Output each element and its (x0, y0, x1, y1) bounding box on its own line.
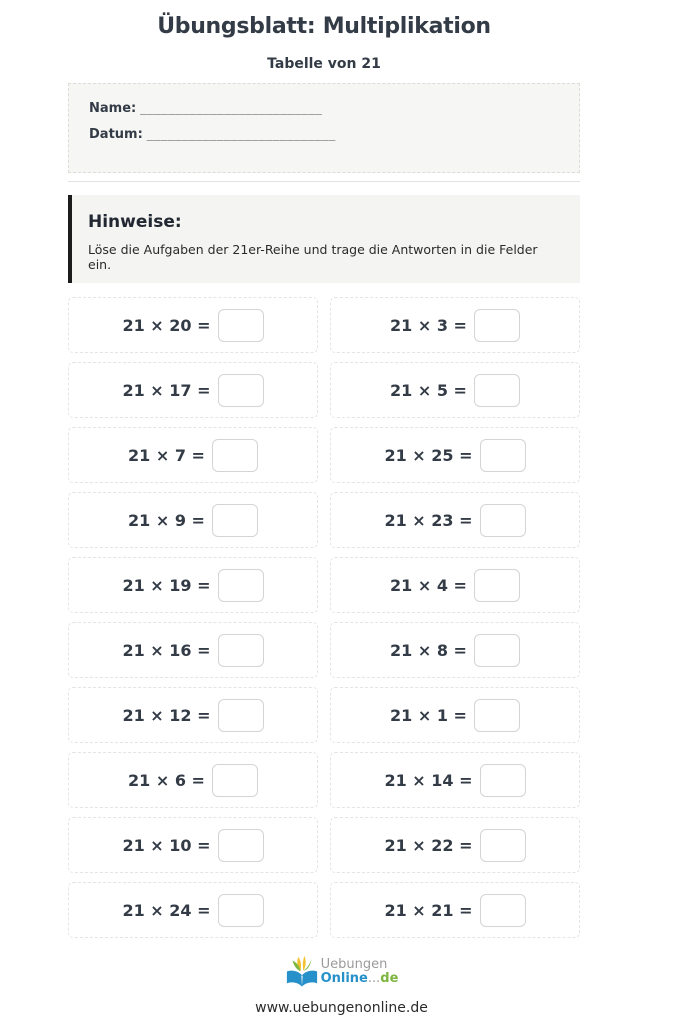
answer-input[interactable] (218, 374, 264, 407)
section-divider (68, 181, 580, 182)
answer-input[interactable] (218, 569, 264, 602)
problem-label: 21 × 22 = (384, 835, 473, 855)
hints-text: Löse die Aufgaben der 21er-Reihe und trage die Antworten in die Felder ein. (88, 242, 538, 272)
problem-label: 21 × 9 = (128, 510, 205, 530)
problem-cell (330, 427, 580, 483)
answer-input[interactable] (218, 829, 264, 862)
problem-cell (330, 297, 580, 353)
problem-label: 21 × 8 = (390, 640, 467, 660)
problem-cell (68, 752, 318, 808)
problem-label: 21 × 1 = (390, 705, 467, 725)
answer-input[interactable] (480, 439, 526, 472)
problem-cell (68, 882, 318, 938)
answer-input[interactable] (212, 764, 258, 797)
problem-cell (330, 752, 580, 808)
answer-input[interactable] (474, 634, 520, 667)
problem-cell (330, 622, 580, 678)
answer-input[interactable] (474, 699, 520, 732)
problem-cell (68, 427, 318, 483)
problem-label: 21 × 12 = (122, 705, 211, 725)
website-url: www.uebungenonline.de (255, 1000, 428, 1016)
problem-cell (68, 492, 318, 548)
problem-label: 21 × 4 = (390, 575, 467, 595)
problem-label: 21 × 3 = (390, 315, 467, 335)
logo-text-line2: Online...de (320, 971, 399, 986)
date-row (89, 127, 559, 142)
problem-label: 21 × 7 = (128, 445, 205, 465)
answer-input[interactable] (212, 439, 258, 472)
page-title: Übungsblatt: Multiplikation (157, 14, 491, 39)
hints-box (68, 195, 580, 283)
answer-input[interactable] (212, 504, 258, 537)
date-label: Datum: (89, 127, 143, 142)
answer-input[interactable] (480, 504, 526, 537)
answer-input[interactable] (218, 634, 264, 667)
logo-text (321, 958, 399, 985)
name-label: Name: (89, 101, 137, 116)
problems-grid (68, 297, 580, 938)
footer (0, 952, 683, 1016)
problem-cell (68, 817, 318, 873)
problem-label: 21 × 17 = (122, 380, 211, 400)
open-book-icon (285, 954, 319, 990)
problem-label: 21 × 6 = (128, 770, 205, 790)
problem-cell (68, 362, 318, 418)
hints-heading: Hinweise: (88, 212, 182, 232)
answer-input[interactable] (218, 309, 264, 342)
answer-input[interactable] (218, 699, 264, 732)
problem-cell (68, 557, 318, 613)
page-subtitle: Tabelle von 21 (267, 56, 381, 72)
problem-label: 21 × 10 = (122, 835, 211, 855)
problem-label: 21 × 16 = (122, 640, 211, 660)
problem-cell (68, 297, 318, 353)
answer-input[interactable] (474, 374, 520, 407)
name-row (89, 101, 559, 116)
problem-label: 21 × 14 = (384, 770, 473, 790)
answer-input[interactable] (218, 894, 264, 927)
problem-label: 21 × 24 = (122, 900, 211, 920)
problem-label: 21 × 25 = (384, 445, 473, 465)
problem-cell (330, 817, 580, 873)
problem-cell (330, 687, 580, 743)
problem-cell (68, 622, 318, 678)
problem-cell (330, 492, 580, 548)
problem-label: 21 × 20 = (122, 315, 211, 335)
answer-input[interactable] (480, 894, 526, 927)
problem-cell (330, 557, 580, 613)
problem-cell (330, 882, 580, 938)
worksheet-content (68, 14, 580, 938)
answer-input[interactable] (480, 829, 526, 862)
logo (285, 952, 399, 992)
date-blank-line: ___________________________ (146, 127, 336, 142)
answer-input[interactable] (480, 764, 526, 797)
name-date-box (68, 83, 580, 173)
problem-label: 21 × 19 = (122, 575, 211, 595)
answer-input[interactable] (474, 309, 520, 342)
logo-text-line1: Uebungen (320, 957, 388, 973)
problem-label: 21 × 21 = (384, 900, 473, 920)
problem-cell (68, 687, 318, 743)
answer-input[interactable] (474, 569, 520, 602)
problem-label: 21 × 23 = (384, 510, 473, 530)
problem-label: 21 × 5 = (390, 380, 467, 400)
problem-cell (330, 362, 580, 418)
name-blank-line: __________________________ (140, 101, 323, 116)
